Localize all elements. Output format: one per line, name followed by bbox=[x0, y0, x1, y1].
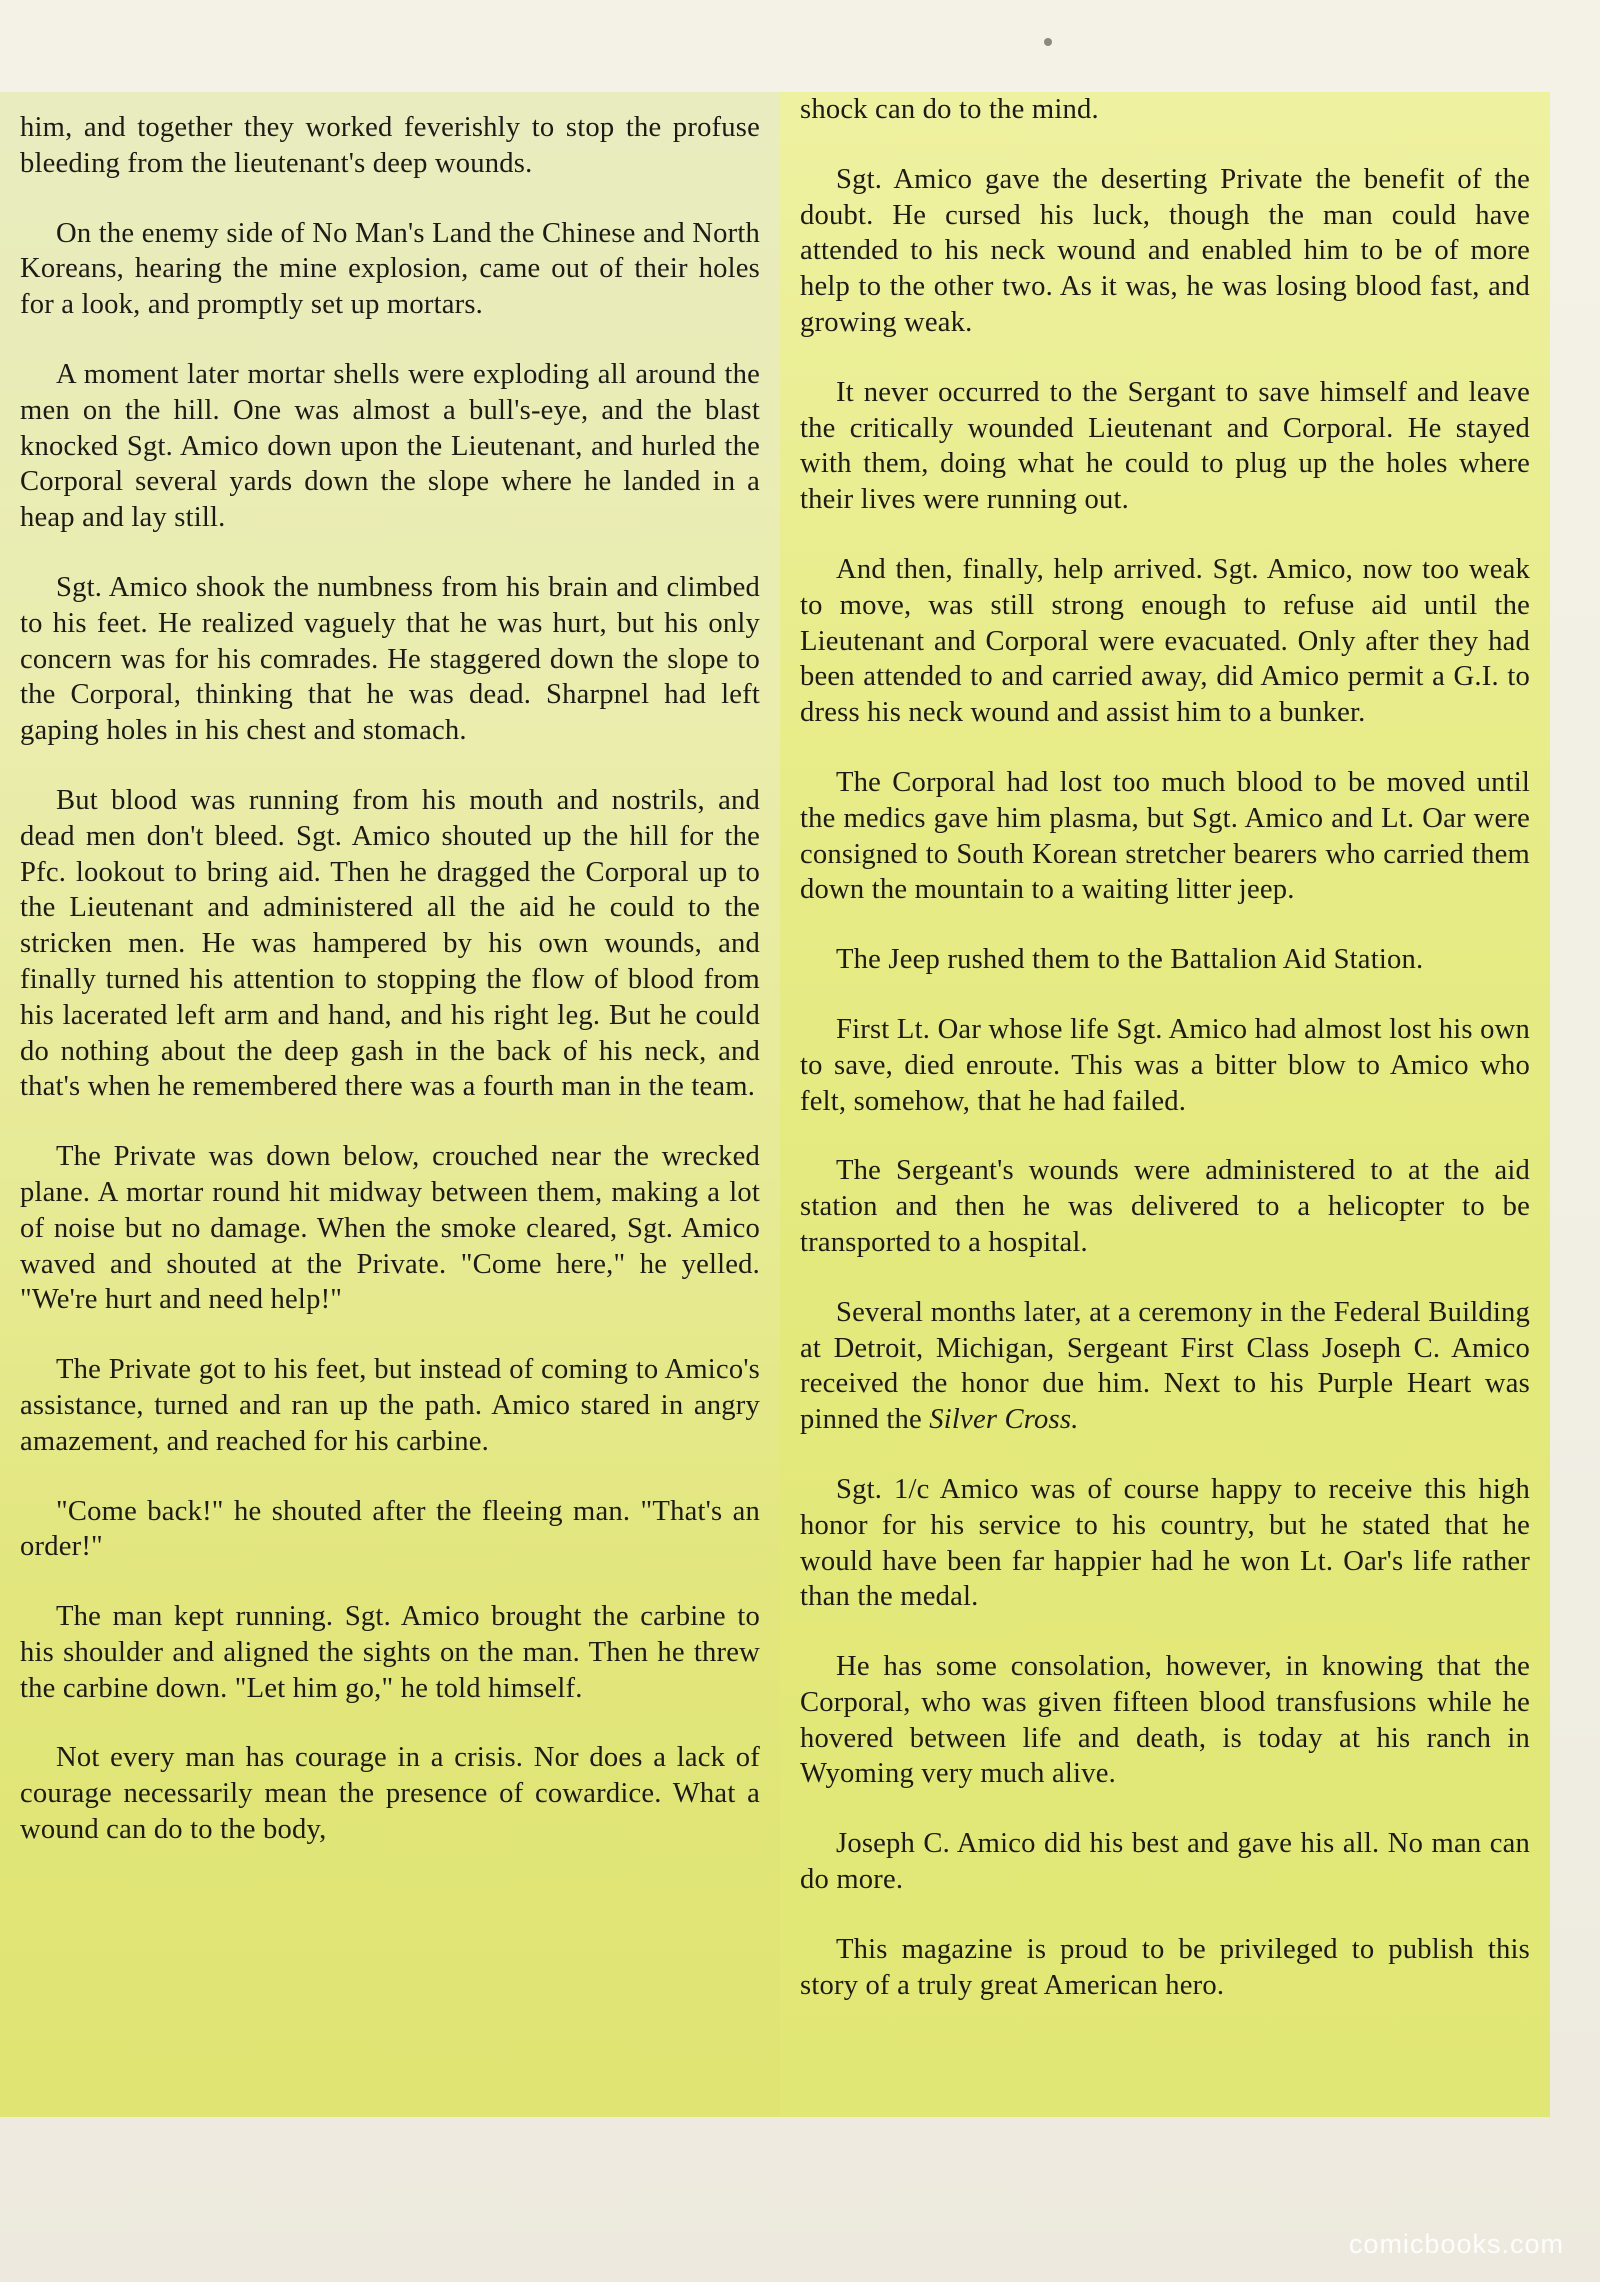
left-column bbox=[0, 92, 780, 2117]
paragraph: On the enemy side of No Man's Land the Chinese and North Koreans, hearing the mine explosion, came out of their holes for a look, and promptly set up mortars. bbox=[20, 217, 760, 321]
paragraph: A moment later mortar shells were exploding all around the men on the hill. One was almost a bull's-eye, and the blast knocked Sgt. Amico down upon the Lieutenant, and hurled the Corporal several yards down the slope where he landed in a heap and lay still. bbox=[20, 358, 760, 534]
paragraph: Joseph C. Amico did his best and gave his all. No man can do more. bbox=[800, 1828, 1530, 1896]
paragraph: Not every man has courage in a crisis. Nor does a lack of courage necessarily mean the presence of cowardice. What a wound can do to the body, bbox=[20, 1742, 760, 1846]
paragraph: Sgt. Amico gave the deserting Private the benefit of the doubt. He cursed his luck, though the man could have attended to his neck wound and enabled him to be of more help to the other two. As it was, he was losing blood fast, and growing weak. bbox=[800, 163, 1530, 338]
paragraph: Sgt. 1/c Amico was of course happy to receive this high honor for his service to his country, but he stated that he would have been far happier had he won Lt. Oar's life rather than the medal. bbox=[800, 1473, 1530, 1613]
award-text: Several months later, at a ceremony in the Federal Building at Detroit, Michigan, Sergeant First Class Joseph C. Amico received the honor due him. Next to his Purple Heart was pinned the bbox=[800, 1296, 1530, 1436]
paragraph: The Jeep rushed them to the Battalion Aid Station. bbox=[836, 944, 1424, 976]
watermark: comicbooks.com bbox=[1348, 2229, 1564, 2259]
right-column bbox=[780, 92, 1550, 2117]
paragraph: But blood was running from his mouth and nostrils, and dead men don't bleed. Sgt. Amico shouted up the hill for the Pfc. lookout to bring aid. Then he dragged the Corporal up to the Lieutenant and administered all the aid he could to the stricken men. He was hampered by his own wounds, and finally turned his attention to stopping the flow of blood from his lacerated left arm and hand, and his right leg. But he could do nothing about the deep gash in the back of his neck, and that's when he remembered there was a fourth man in the team. bbox=[20, 784, 760, 1103]
paragraph: shock can do to the mind. bbox=[800, 94, 1099, 125]
paragraph: The Corporal had lost too much blood to be moved until the medics gave him plasma, but Sgt. Amico and Lt. Oar were consigned to South Korean stretcher bearers who carried them down the mountain to a waiting litter jeep. bbox=[800, 766, 1530, 906]
paragraph: He has some consolation, however, in knowing that the Corporal, who was given fifteen blood transfusions while he hovered between life and death, is today at his ranch in Wyoming very much alive. bbox=[800, 1651, 1530, 1790]
paragraph: This magazine is proud to be privileged to publish this story of a truly great American hero. bbox=[800, 1933, 1530, 2001]
paragraph: First Lt. Oar whose life Sgt. Amico had almost lost his own to save, died enroute. This was a bitter blow to Amico who felt, somehow, that he had failed. bbox=[800, 1013, 1530, 1117]
paragraph: him, and together they worked feverishly to stop the profuse bleeding from the lieutenant's deep wounds. bbox=[20, 112, 760, 179]
paragraph: The man kept running. Sgt. Amico brought the carbine to his shoulder and aligned the sights on the man. Then he threw the carbine down. "Let him go," he told himself. bbox=[20, 1601, 760, 1704]
award-name: Silver Cross. bbox=[929, 1404, 1079, 1436]
paragraph: Sgt. Amico shook the numbness from his brain and climbed to his feet. He realized vaguely that he was hurt, but his only concern was for his comrades. He staggered down the slope to the Corporal, thinking that he was dead. Sharpnel had left gaping holes in his chest and stomach. bbox=[20, 571, 760, 747]
paragraph: The Private got to his feet, but instead of coming to Amico's assistance, turned and ran up the path. Amico stared in angry amazement, and reached for his carbine. bbox=[20, 1354, 760, 1457]
paragraph-award bbox=[800, 1295, 1530, 1438]
paragraph: The Sergeant's wounds were administered to at the aid station and then he was delivered to a helicopter to be transported to a hospital. bbox=[800, 1155, 1530, 1258]
paragraph: It never occurred to the Sergant to save himself and leave the critically wounded Lieutenant and Corporal. He stayed with them, doing what he could to plug up the holes where their lives were running out. bbox=[800, 376, 1530, 516]
paragraph: And then, finally, help arrived. Sgt. Amico, now too weak to move, was still strong enough to refuse aid until the Lieutenant and Corporal were evacuated. Only after they had been attended to and carried away, did Amico permit a G.I. to dress his neck wound and assist him to a bunker. bbox=[800, 553, 1530, 729]
paragraph: The Private was down below, crouched near the wrecked plane. A mortar round hit midway between them, making a lot of noise but no damage. When the smoke cleared, Sgt. Amico waved and shouted at the Private. "Come here," he yelled. "We're hurt and need help!" bbox=[20, 1141, 760, 1316]
print-speck bbox=[1044, 38, 1052, 46]
paragraph: "Come back!" he shouted after the fleeing man. "That's an order!" bbox=[20, 1495, 760, 1563]
